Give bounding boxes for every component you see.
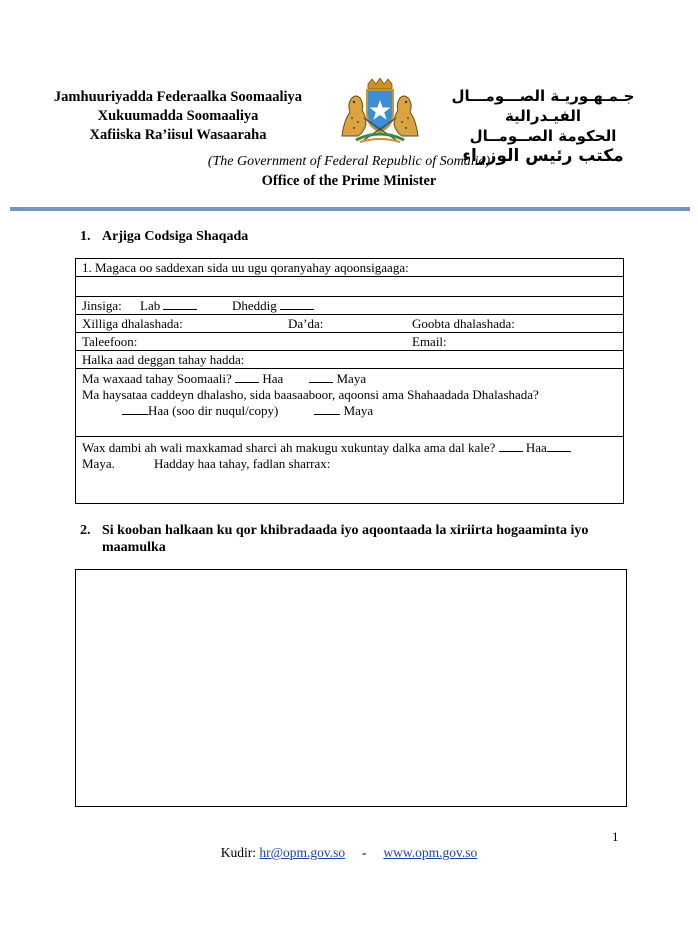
crime-explain-label: Hadday haa tahay, fadlan sharrax:: [154, 456, 331, 471]
crime-question: [82, 440, 571, 456]
row-nationality: [76, 369, 623, 437]
header-left-line-1: Jamhuuriyadda Federaalka Soomaaliya: [53, 89, 303, 105]
full-name-input[interactable]: [76, 277, 623, 297]
row-gender: [76, 297, 623, 315]
full-name-label: 1. Magaca oo saddexan sida uu ugu qoranyahay aqoonsigaaga:: [82, 260, 409, 275]
somali-yes-label: Haa: [262, 371, 284, 386]
row-address: [76, 351, 623, 369]
somali-question: [82, 371, 366, 387]
footer-email-link[interactable]: hr@opm.gov.so: [259, 845, 346, 860]
section-2-number: 2.: [80, 523, 91, 538]
female-label: Dheddig: [232, 298, 277, 313]
section-2-title: Si kooban halkaan ku qor khibradaada iyo aqoontaada la xiriirta hogaaminta iyo maamulka: [102, 523, 589, 555]
female-blank[interactable]: [280, 298, 314, 310]
footer-website-link[interactable]: www.opm.gov.so: [383, 845, 478, 860]
docs-no-label: Maya: [343, 403, 374, 418]
male-blank[interactable]: [163, 298, 197, 310]
gender-male-option[interactable]: [140, 298, 197, 314]
docs-yes-blank[interactable]: [122, 403, 148, 415]
section-1-number: 1.: [80, 229, 91, 244]
email-label: Email:: [412, 334, 447, 349]
application-form-table: [75, 258, 624, 504]
header-left-line-2: Xukuumadda Soomaaliya: [97, 108, 259, 124]
somali-no-label: Maya: [336, 371, 367, 386]
header-right-line-3: مكتب رئيس الوزراء: [462, 146, 624, 166]
dob-label: Xilliga dhalashada:: [82, 316, 183, 331]
row-full-name-label: [76, 259, 623, 277]
crime-question-text: Wax dambi ah wali maxkamad sharci ah makugu xukuntay dalka ama dal kale?: [82, 440, 496, 455]
gender-female-option[interactable]: [232, 298, 314, 314]
somali-no-blank[interactable]: [309, 371, 333, 383]
crime-yes-trail-blank[interactable]: [547, 440, 571, 452]
crime-yes-label: Haa: [525, 440, 547, 455]
docs-yes-label: Haa (soo dir nuqul/copy): [148, 403, 279, 418]
male-label: Lab: [140, 298, 161, 313]
section-1-heading: [80, 228, 248, 245]
header-right-line-2: الحكومة الصــومــال: [469, 127, 617, 145]
somalia-coat-of-arms-icon: [334, 78, 426, 146]
crime-no-label: Maya.: [82, 456, 115, 471]
docs-question: Ma haysataa caddeyn dhalasho, sida baasaaboor, aqoonsi ama Shahaadada Dhalashada?: [82, 387, 539, 402]
header-left-line-3: Xafiiska Ra’iisul Wasaaraha: [89, 127, 267, 143]
somali-question-text: Ma waxaad tahay Soomaali?: [82, 371, 232, 386]
page-number: 1: [612, 829, 619, 844]
docs-no-blank[interactable]: [314, 403, 340, 415]
header-right-line-1: جـمـهـوريـة الصـــومـــال الفيـدرالية: [451, 87, 635, 125]
row-birth: [76, 315, 623, 333]
docs-answers: [122, 403, 373, 419]
age-label: Da’da:: [288, 316, 324, 331]
row-contact: [76, 333, 623, 351]
address-label: Halka aad deggan tahay hadda:: [82, 352, 245, 367]
somali-yes-blank[interactable]: [235, 371, 259, 383]
header-divider: [10, 207, 690, 211]
footer-contact-label: Kudir:: [220, 845, 256, 860]
crime-yes-blank[interactable]: [499, 440, 523, 452]
footer-contact: [0, 845, 698, 861]
office-english: Office of the Prime Minister: [261, 173, 437, 189]
government-english: (The Government of Federal Republic of Somalia): [207, 154, 491, 169]
experience-textarea[interactable]: [75, 569, 627, 807]
header-somali-block: [36, 88, 320, 145]
section-1-title: Arjiga Codsiga Shaqada: [102, 229, 249, 244]
phone-label: Taleefoon:: [82, 334, 138, 349]
gender-label: Jinsiga:: [82, 298, 122, 313]
birthplace-label: Goobta dhalashada:: [412, 316, 515, 331]
footer-separator: -: [362, 845, 367, 860]
row-criminal-record: [76, 437, 623, 504]
